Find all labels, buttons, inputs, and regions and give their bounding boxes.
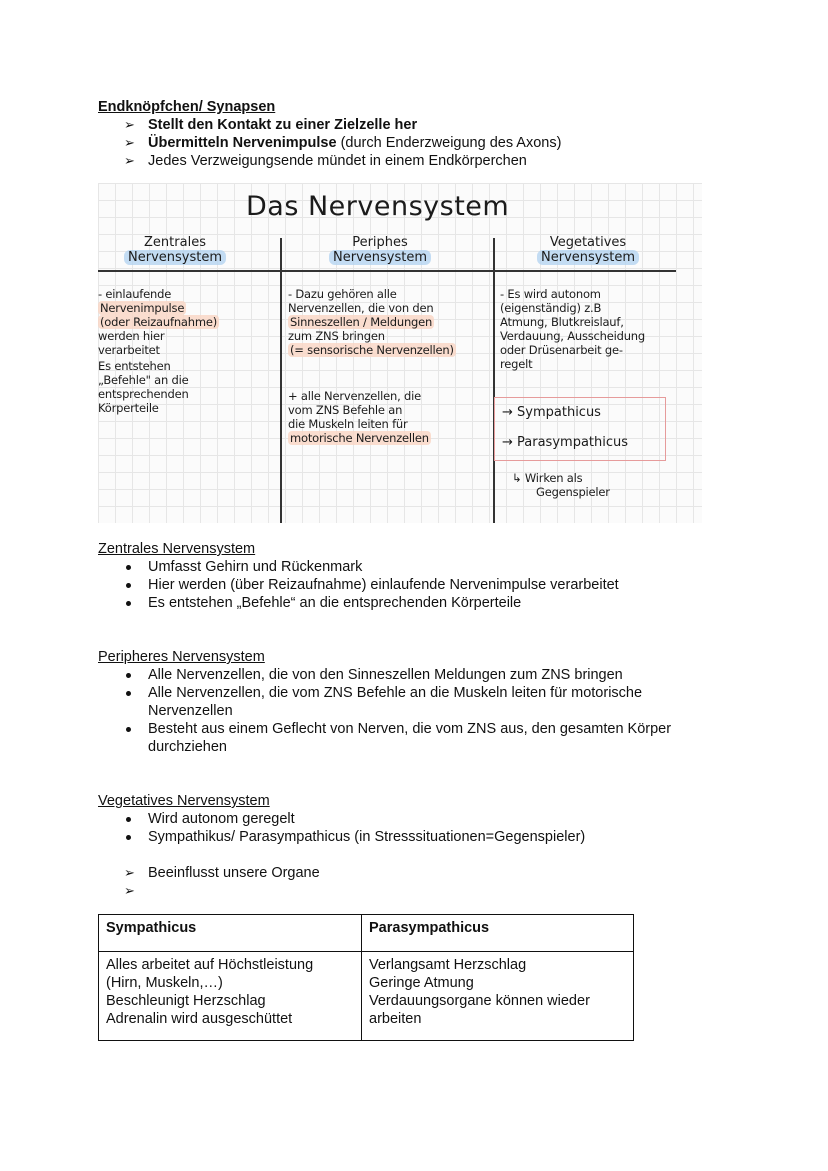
note-column-divider — [280, 238, 282, 523]
comparison-table — [98, 914, 634, 1041]
note-gegenspieler: ↳ Wirken als Gegenspieler — [512, 471, 610, 499]
bullet-icon — [126, 727, 131, 732]
zns-item-3: Es entstehen „Befehle“ an die entsprechenden Körperteile — [148, 595, 522, 611]
pns-item-2-cont: Nervenzellen — [148, 703, 233, 719]
bullet-icon — [126, 835, 131, 840]
note-col2-head: Periphes Nervensystem — [310, 235, 450, 265]
note-column-divider — [493, 238, 495, 523]
note-header-rule — [98, 270, 676, 272]
arrow-bullet-icon: ➢ — [124, 865, 135, 880]
section-heading-pns: Peripheres Nervensystem — [98, 649, 265, 665]
zns-item-2: Hier werden (über Reizaufnahme) einlaufende Nervenimpulse verarbeitet — [148, 577, 619, 593]
note-col1-text: - einlaufende Nervenimpulse (oder Reizaufnahme) werden hier verarbeitet — [98, 287, 218, 357]
note-sympathicus: → Sympathicus — [502, 405, 601, 420]
arrow-bullet-icon: ➢ — [124, 883, 135, 898]
table-row — [99, 952, 634, 1041]
bullet-icon — [126, 817, 131, 822]
synapsen-item-1: Stellt den Kontakt zu einer Zielzelle her — [148, 117, 418, 133]
vns-item-1: Wird autonom geregelt — [148, 811, 295, 827]
pns-item-1: Alle Nervenzellen, die von den Sinneszellen Meldungen zum ZNS bringen — [148, 667, 623, 683]
note-col1-head: Zentrales Nervensystem — [120, 235, 230, 265]
bullet-icon — [126, 583, 131, 588]
bullet-icon — [126, 601, 131, 606]
table-cell: Alles arbeitet auf Höchstleistung (Hirn, Muskeln,…) Beschleunigt Herzschlag Adrenalin wird ausgeschüttet — [99, 952, 362, 1041]
arrow-bullet-icon: ➢ — [124, 135, 135, 150]
pns-item-3-cont: durchziehen — [148, 739, 227, 755]
handwritten-note-image — [98, 183, 702, 523]
pns-item-2: Alle Nervenzellen, die vom ZNS Befehle an die Muskeln leiten für motorische — [148, 685, 643, 701]
table-header-cell: Sympathicus — [99, 915, 362, 952]
note-parasympathicus: → Parasympathicus — [502, 435, 629, 450]
vns-arrow-item: Beeinflusst unsere Organe — [148, 865, 320, 881]
note-col3-head: Vegetatives Nervensystem — [513, 235, 663, 265]
section-heading-synapsen: Endknöpfchen/ Synapsen — [98, 99, 276, 115]
zns-item-1: Umfasst Gehirn und Rückenmark — [148, 559, 363, 575]
section-heading-vns: Vegetatives Nervensystem — [98, 793, 270, 809]
section-heading-zns: Zentrales Nervensystem — [98, 541, 256, 557]
synapsen-item-3: Jedes Verzweigungsende mündet in einem Endkörperchen — [148, 153, 527, 169]
synapsen-item-2: Übermitteln Nervenimpulse (durch Enderzweigung des Axons) — [148, 135, 562, 151]
note-col2-text: - Dazu gehören alle Nervenzellen, die von den Sinneszellen / Meldungen zum ZNS bringen (= sensorische Nervenzellen) — [288, 287, 454, 357]
pns-item-3: Besteht aus einem Geflecht von Nerven, die vom ZNS aus, den gesamten Körper — [148, 721, 672, 737]
bullet-icon — [126, 565, 131, 570]
table-cell: Verlangsamt Herzschlag Geringe Atmung Verdauungsorgane können wieder arbeiten — [362, 952, 634, 1041]
arrow-bullet-icon: ➢ — [124, 153, 135, 168]
arrow-bullet-icon: ➢ — [124, 117, 135, 132]
vns-item-2: Sympathikus/ Parasympathicus (in Stresssituationen=Gegenspieler) — [148, 829, 586, 845]
table-header-row — [99, 915, 634, 952]
note-col1-text-2: Es entstehen „Befehle" an die entsprechenden Körperteile — [98, 359, 189, 415]
bullet-icon — [126, 673, 131, 678]
note-col2-text-2: + alle Nervenzellen, die vom ZNS Befehle an die Muskeln leiten für motorische Nervenzellen — [288, 389, 429, 445]
table-header-cell: Parasympathicus — [362, 915, 634, 952]
bullet-icon — [126, 691, 131, 696]
note-title: Das Nervensystem — [246, 191, 510, 222]
note-col3-text: - Es wird autonom (eigenständig) z.B Atmung, Blutkreislauf, Verdauung, Ausscheidung oder Drüsenarbeit ge- regelt — [500, 287, 645, 371]
